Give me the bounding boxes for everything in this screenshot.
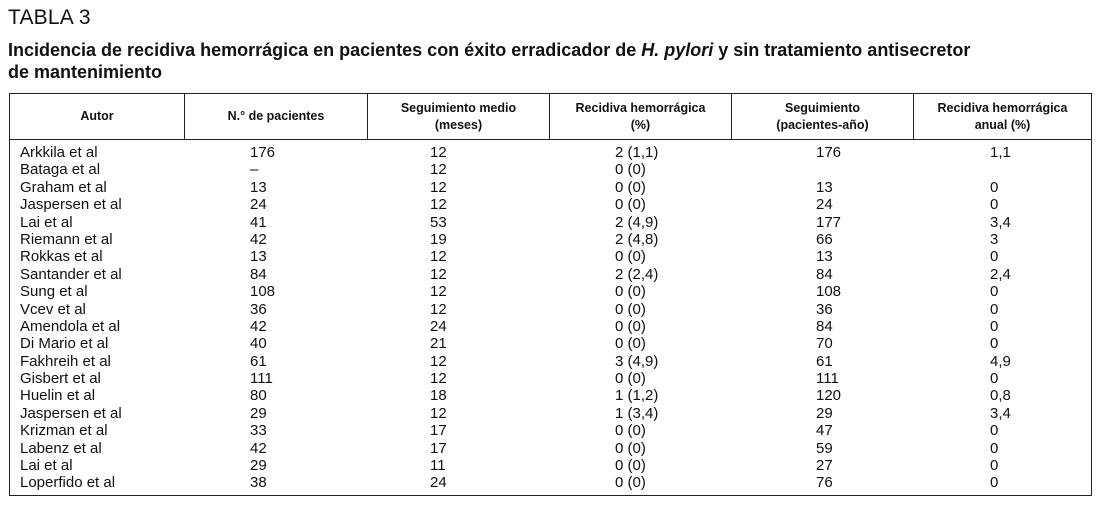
cell-autor: Fakhreih et al xyxy=(20,352,111,370)
table-row xyxy=(10,301,1091,318)
cell-recidiva-anual: 0 xyxy=(990,248,999,266)
cell-seguimiento-medio: 12 xyxy=(430,352,447,370)
cell-seguimiento-pacientes: 13 xyxy=(816,178,833,196)
cell-recidiva: 0 (0) xyxy=(615,178,646,196)
header-seguimiento-medio-line2: (meses) xyxy=(434,117,483,132)
table-row xyxy=(10,405,1091,422)
cell-seguimiento-pacientes: 111 xyxy=(816,370,839,388)
cell-seguimiento-medio: 12 xyxy=(430,370,447,388)
table-row xyxy=(10,370,1091,387)
cell-autor: Bataga et al xyxy=(20,161,101,179)
cell-n-pacientes: 84 xyxy=(250,265,267,283)
cell-autor: Vcev et al xyxy=(20,300,86,318)
header-n-pacientes-line1: N.° de pacientes xyxy=(227,109,325,123)
cell-seguimiento-pacientes: 36 xyxy=(816,300,833,318)
cell-n-pacientes: 80 xyxy=(250,387,267,405)
cell-recidiva-anual: 2,4 xyxy=(990,265,1011,283)
cell-recidiva: 0 (0) xyxy=(615,283,646,301)
cell-recidiva: 0 (0) xyxy=(615,457,646,475)
cell-n-pacientes: 61 xyxy=(250,352,267,370)
caption-text-3: de mantenimiento xyxy=(8,62,163,82)
cell-seguimiento-pacientes: 59 xyxy=(816,439,833,457)
cell-recidiva: 0 (0) xyxy=(615,439,646,457)
cell-seguimiento-pacientes: 108 xyxy=(816,283,842,301)
cell-seguimiento-medio: 12 xyxy=(430,265,447,283)
data-table xyxy=(9,93,1092,496)
cell-seguimiento-medio: 12 xyxy=(430,300,447,318)
cell-autor: Lai et al xyxy=(20,457,73,475)
table-row xyxy=(10,144,1091,161)
header-seguimiento-pacientes-line2: (pacientes-año) xyxy=(776,117,869,132)
header-recidiva-anual-line1: Recidiva hemorrágica xyxy=(937,100,1068,115)
cell-recidiva-anual: 0 xyxy=(990,474,999,492)
caption-italic-species: H. pylori xyxy=(641,40,714,60)
cell-recidiva: 2 (1,1) xyxy=(615,144,659,161)
cell-recidiva: 0 (0) xyxy=(615,317,646,335)
cell-recidiva-anual: 0 xyxy=(990,335,999,353)
cell-seguimiento-pacientes: 76 xyxy=(816,474,833,492)
cell-recidiva-anual: 3,4 xyxy=(990,404,1011,422)
header-n-pacientes xyxy=(185,94,368,139)
table-row xyxy=(10,457,1091,474)
cell-seguimiento-medio: 12 xyxy=(430,161,447,179)
header-seguimiento-medio-line1: Seguimiento medio xyxy=(400,100,517,115)
table-row xyxy=(10,387,1091,404)
cell-seguimiento-pacientes: 176 xyxy=(816,144,842,161)
cell-seguimiento-medio: 21 xyxy=(430,335,447,353)
cell-seguimiento-pacientes: 61 xyxy=(816,352,833,370)
cell-recidiva: 0 (0) xyxy=(615,370,646,388)
cell-autor: Santander et al xyxy=(20,265,122,283)
cell-seguimiento-pacientes: 84 xyxy=(816,317,833,335)
cell-seguimiento-medio: 19 xyxy=(430,230,447,248)
cell-n-pacientes: 41 xyxy=(250,213,267,231)
table-row xyxy=(10,196,1091,213)
header-recidiva-anual-line2: anual (%) xyxy=(974,117,1031,132)
cell-seguimiento-pacientes: 13 xyxy=(816,248,833,266)
cell-n-pacientes: 29 xyxy=(250,404,267,422)
cell-n-pacientes: 36 xyxy=(250,300,267,318)
cell-n-pacientes: – xyxy=(250,161,259,179)
cell-seguimiento-pacientes: 66 xyxy=(816,230,833,248)
cell-recidiva: 1 (3,4) xyxy=(615,404,659,422)
cell-recidiva-anual: 4,9 xyxy=(990,352,1011,370)
cell-n-pacientes: 111 xyxy=(250,370,273,388)
table-label: TABLA 3 xyxy=(8,6,91,29)
cell-seguimiento-pacientes: 70 xyxy=(816,335,833,353)
cell-autor: Loperfido et al xyxy=(20,474,116,492)
cell-n-pacientes: 40 xyxy=(250,335,267,353)
cell-recidiva: 1 (1,2) xyxy=(615,387,659,405)
table-row xyxy=(10,161,1091,178)
cell-autor: Labenz et al xyxy=(20,439,102,457)
table-row xyxy=(10,248,1091,265)
table-header xyxy=(10,94,1091,140)
cell-autor: Amendola et al xyxy=(20,317,121,335)
header-recidiva-line2: (%) xyxy=(630,117,651,132)
cell-recidiva-anual: 0 xyxy=(990,317,999,335)
cell-autor: Huelin et al xyxy=(20,387,96,405)
header-recidiva-anual xyxy=(914,94,1091,139)
cell-recidiva-anual: 0 xyxy=(990,457,999,475)
cell-seguimiento-medio: 12 xyxy=(430,404,447,422)
cell-autor: Rokkas et al xyxy=(20,248,103,266)
cell-autor: Di Mario et al xyxy=(20,335,109,353)
cell-recidiva-anual: 0 xyxy=(990,370,999,388)
cell-recidiva-anual: 0,8 xyxy=(990,387,1011,405)
table-body xyxy=(10,144,1091,492)
cell-seguimiento-medio: 11 xyxy=(430,457,446,475)
header-seguimiento-pacientes xyxy=(732,94,914,139)
caption-text-1: Incidencia de recidiva hemorrágica en pacientes con éxito erradicador de xyxy=(8,40,642,60)
cell-seguimiento-pacientes: 84 xyxy=(816,265,833,283)
header-recidiva xyxy=(550,94,732,139)
cell-autor: Krizman et al xyxy=(20,422,108,440)
cell-recidiva: 0 (0) xyxy=(615,474,646,492)
table-row xyxy=(10,474,1091,491)
cell-seguimiento-medio: 12 xyxy=(430,196,447,214)
cell-autor: Sung et al xyxy=(20,283,88,301)
cell-seguimiento-medio: 24 xyxy=(430,317,447,335)
table-row xyxy=(10,214,1091,231)
cell-recidiva: 0 (0) xyxy=(615,422,646,440)
table-row xyxy=(10,231,1091,248)
cell-seguimiento-pacientes: 27 xyxy=(816,457,833,475)
cell-seguimiento-pacientes: 24 xyxy=(816,196,833,214)
cell-n-pacientes: 42 xyxy=(250,230,267,248)
cell-autor: Graham et al xyxy=(20,178,107,196)
cell-seguimiento-pacientes: 177 xyxy=(816,213,842,231)
cell-seguimiento-medio: 12 xyxy=(430,178,447,196)
cell-recidiva-anual: 3,4 xyxy=(990,213,1011,231)
cell-recidiva: 3 (4,9) xyxy=(615,352,659,370)
cell-recidiva-anual: 0 xyxy=(990,196,999,214)
table-row xyxy=(10,283,1091,300)
cell-seguimiento-pacientes: 120 xyxy=(816,387,842,405)
cell-seguimiento-medio: 17 xyxy=(430,422,447,440)
table-row xyxy=(10,335,1091,352)
cell-recidiva: 0 (0) xyxy=(615,161,646,179)
cell-recidiva: 0 (0) xyxy=(615,196,646,214)
cell-n-pacientes: 13 xyxy=(250,248,267,266)
cell-seguimiento-medio: 18 xyxy=(430,387,447,405)
cell-autor: Jaspersen et al xyxy=(20,196,122,214)
cell-n-pacientes: 42 xyxy=(250,317,267,335)
table-row xyxy=(10,422,1091,439)
cell-n-pacientes: 33 xyxy=(250,422,267,440)
caption-text-2: y sin tratamiento antisecretor xyxy=(713,40,971,60)
cell-recidiva-anual: 3 xyxy=(990,230,999,248)
cell-n-pacientes: 29 xyxy=(250,457,267,475)
cell-n-pacientes: 38 xyxy=(250,474,267,492)
cell-autor: Jaspersen et al xyxy=(20,404,122,422)
cell-seguimiento-medio: 12 xyxy=(430,144,447,161)
header-autor xyxy=(10,94,185,139)
table-row xyxy=(10,179,1091,196)
cell-seguimiento-medio: 17 xyxy=(430,439,447,457)
cell-n-pacientes: 13 xyxy=(250,178,267,196)
cell-seguimiento-medio: 53 xyxy=(430,213,447,231)
cell-seguimiento-medio: 12 xyxy=(430,283,447,301)
cell-recidiva-anual: 0 xyxy=(990,439,999,457)
cell-recidiva: 2 (4,8) xyxy=(615,230,659,248)
cell-recidiva-anual: 0 xyxy=(990,283,999,301)
table-row xyxy=(10,318,1091,335)
cell-autor: Riemann et al xyxy=(20,230,113,248)
table-row xyxy=(10,353,1091,370)
cell-recidiva: 0 (0) xyxy=(615,248,646,266)
cell-recidiva: 2 (2,4) xyxy=(615,265,659,283)
cell-recidiva: 0 (0) xyxy=(615,335,646,353)
cell-recidiva-anual: 0 xyxy=(990,178,999,196)
cell-n-pacientes: 24 xyxy=(250,196,267,214)
cell-recidiva: 0 (0) xyxy=(615,300,646,318)
cell-n-pacientes: 176 xyxy=(250,144,276,161)
header-seguimiento-medio xyxy=(368,94,550,139)
cell-autor: Gisbert et al xyxy=(20,370,101,388)
header-seguimiento-pacientes-line1: Seguimiento xyxy=(784,100,860,115)
cell-n-pacientes: 42 xyxy=(250,439,267,457)
cell-seguimiento-pacientes: 47 xyxy=(816,422,833,440)
cell-recidiva-anual: 0 xyxy=(990,422,999,440)
table-caption xyxy=(8,39,1088,83)
header-recidiva-line1: Recidiva hemorrágica xyxy=(575,100,706,115)
cell-autor: Lai et al xyxy=(20,213,73,231)
cell-recidiva-anual: 0 xyxy=(990,300,999,318)
cell-autor: Arkkila et al xyxy=(20,144,98,161)
cell-seguimiento-medio: 12 xyxy=(430,248,447,266)
table-row xyxy=(10,440,1091,457)
cell-seguimiento-pacientes: 29 xyxy=(816,404,833,422)
cell-recidiva: 2 (4,9) xyxy=(615,213,659,231)
cell-recidiva-anual: 1,1 xyxy=(990,144,1011,161)
table-row xyxy=(10,266,1091,283)
cell-n-pacientes: 108 xyxy=(250,283,276,301)
header-autor-line1: Autor xyxy=(80,109,114,123)
cell-seguimiento-medio: 24 xyxy=(430,474,447,492)
